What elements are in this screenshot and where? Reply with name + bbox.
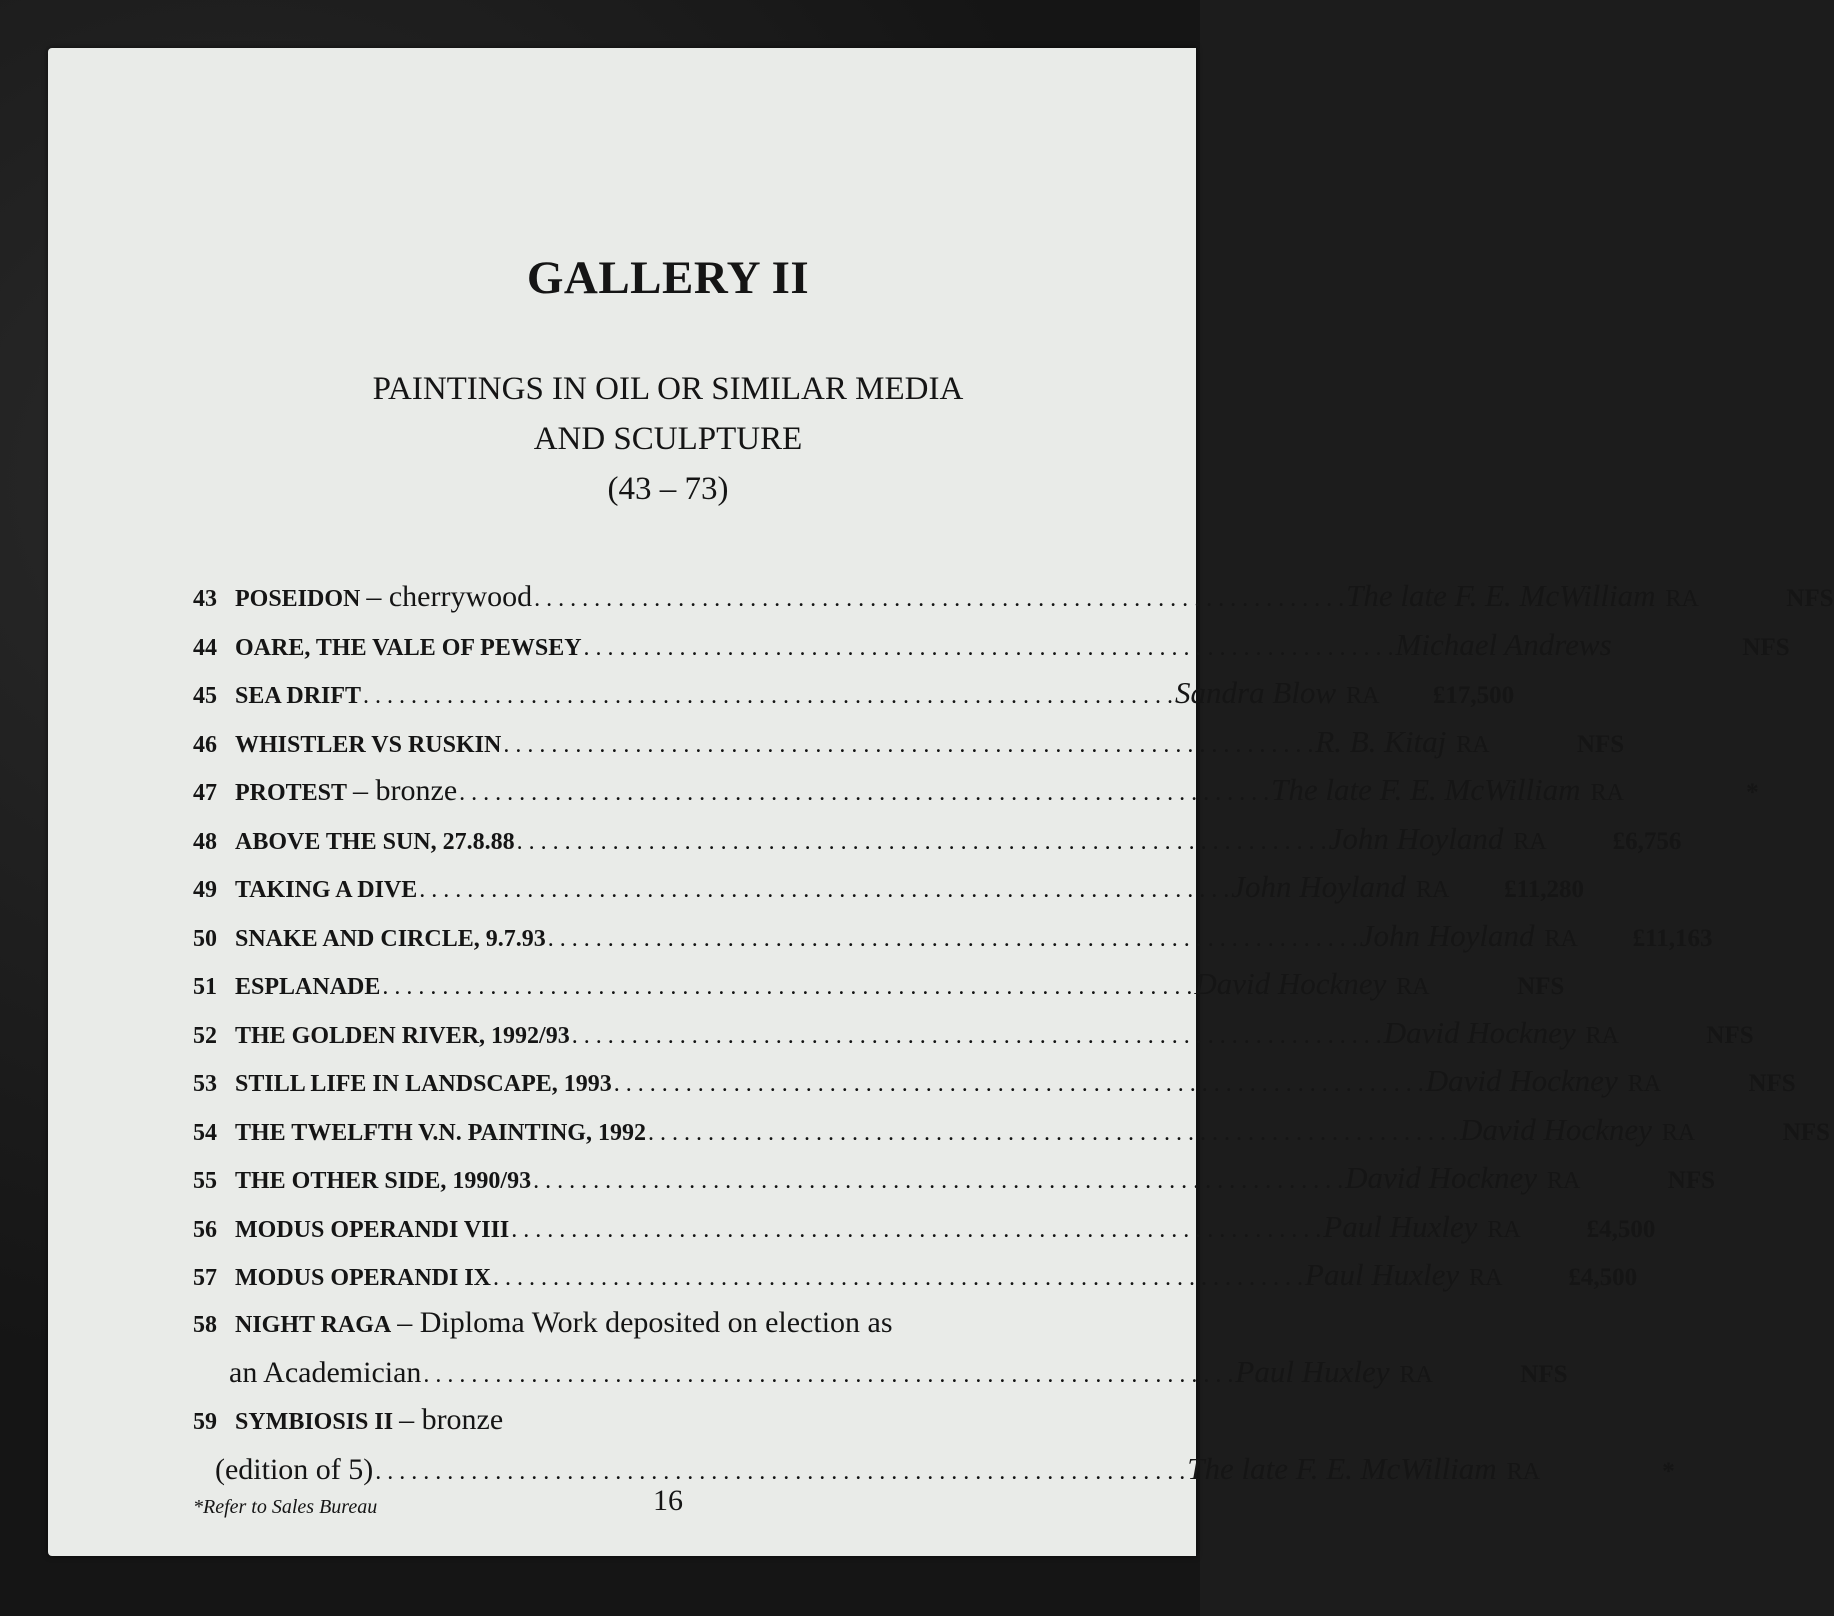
entry-artist: Sandra Blow [1175, 675, 1337, 710]
dot-leader [572, 1023, 1382, 1050]
dot-leader [533, 1168, 1343, 1195]
entry-artist: David Hockney [1194, 966, 1387, 1001]
entry-title: ABOVE THE SUN, 27.8.88 [235, 828, 515, 855]
entry-number: 50 [193, 925, 217, 952]
entry-number: 59 [193, 1408, 217, 1435]
page-number: 16 [653, 1484, 683, 1517]
catalogue-entry [193, 966, 1565, 1015]
entry-number: 58 [193, 1311, 217, 1338]
entry-price: NFS [1742, 633, 1790, 661]
catalogue-entry [193, 1257, 1638, 1306]
dot-leader [363, 683, 1173, 710]
entry-price: NFS [1706, 1021, 1754, 1049]
entry-ra: RA [1399, 1362, 1433, 1388]
catalogue-entry [193, 917, 1713, 967]
entry-artist: David Hockney [1425, 1063, 1618, 1098]
dot-leader [548, 926, 1358, 953]
entry-title: STILL LIFE IN LANDSCAPE, 1993 [235, 1071, 612, 1097]
entry-ra: RA [1544, 925, 1578, 952]
entry-title: THE GOLDEN RIVER, 1992/93 [235, 1022, 570, 1049]
subtitle-line-2: AND SCULPTURE [533, 421, 803, 457]
entry-number: 53 [193, 1071, 217, 1097]
catalogue-entry [193, 772, 1759, 821]
entry-artist: The late F. E. McWilliam [1187, 1451, 1497, 1486]
dot-leader [614, 1071, 1424, 1098]
dot-leader [375, 1459, 1185, 1486]
entry-price: £4,500 [1568, 1264, 1638, 1291]
catalogue-entry [193, 723, 1625, 773]
entry-medium: – bronze [399, 1402, 504, 1436]
entry-number: 46 [193, 731, 217, 758]
catalogue-entry [193, 1014, 1754, 1064]
entry-title: SNAKE AND CIRCLE, 9.7.93 [235, 925, 546, 952]
entry-artist: Paul Huxley [1235, 1354, 1390, 1389]
entry-continuation: an Academician [229, 1356, 422, 1389]
dot-leader [493, 1265, 1303, 1292]
section-subtitle [143, 364, 1193, 514]
entry-artist: The late F. E. McWilliam [1346, 578, 1656, 613]
entry-ra: RA [1665, 586, 1699, 612]
entry-medium: – bronze [353, 774, 458, 807]
entry-number: 44 [193, 634, 217, 661]
entry-title: TAKING A DIVE [235, 877, 418, 903]
entry-price: * [1662, 1458, 1675, 1485]
entry-title: ESPLANADE [235, 974, 381, 1000]
dot-leader [459, 780, 1269, 807]
entry-artist: John Hoyland [1359, 917, 1535, 953]
entry-price: £4,500 [1586, 1215, 1656, 1243]
entry-price: NFS [1748, 1070, 1796, 1097]
catalogue-entry [193, 1063, 1796, 1112]
entry-title: WHISTLER VS RUSKIN [235, 731, 502, 758]
entry-price: £17,500 [1432, 682, 1515, 709]
catalogue-entry [193, 1111, 1830, 1161]
catalogue-entry-continuation [193, 1354, 1568, 1403]
entry-ra: RA [1487, 1216, 1521, 1243]
entry-title: THE TWELFTH V.N. PAINTING, 1992 [235, 1119, 646, 1146]
entry-title: NIGHT RAGA [235, 1311, 392, 1338]
sales-bureau-note: *Refer to Sales Bureau [193, 1496, 378, 1518]
catalogue-entry [193, 1306, 1203, 1355]
entry-ra: RA [1346, 683, 1380, 709]
entry-ra: RA [1416, 877, 1450, 903]
entry-title: OARE, THE VALE OF PEWSEY [235, 634, 582, 661]
entry-number: 45 [193, 683, 217, 709]
entry-number: 43 [193, 586, 217, 612]
entry-artist: Paul Huxley [1323, 1208, 1478, 1244]
page-content [143, 48, 1834, 1556]
entry-ra: RA [1590, 780, 1624, 806]
entry-number: 55 [193, 1168, 217, 1194]
entry-artist: John Hoyland [1231, 869, 1407, 904]
entry-ra: RA [1547, 1168, 1581, 1194]
entry-ra: RA [1456, 731, 1490, 758]
entry-continuation: (edition of 5) [215, 1453, 374, 1486]
entry-price: NFS [1517, 973, 1565, 1000]
dot-leader [534, 586, 1344, 613]
dot-leader [511, 1217, 1321, 1244]
entry-number: 47 [193, 780, 217, 806]
catalogue-entry [193, 1208, 1656, 1258]
entry-medium: – Diploma Work deposited on election as [397, 1305, 893, 1339]
entry-title: MODUS OPERANDI VIII [235, 1216, 510, 1243]
entry-title: THE OTHER SIDE, 1990/93 [235, 1168, 532, 1194]
entry-price: NFS [1576, 730, 1625, 758]
catalogue-entry [193, 675, 1515, 724]
entry-artist: David Hockney [1345, 1160, 1537, 1195]
entry-price: £11,163 [1632, 924, 1713, 952]
entry-number: 48 [193, 828, 217, 855]
dot-leader [419, 877, 1229, 904]
entry-ra: RA [1627, 1071, 1662, 1097]
entry-price: NFS [1782, 1118, 1830, 1146]
entry-ra: RA [1585, 1022, 1619, 1049]
entry-price: £6,756 [1612, 827, 1682, 855]
entry-number: 51 [193, 974, 217, 1000]
entry-price: £11,280 [1504, 876, 1585, 903]
entry-artist: Michael Andrews [1395, 626, 1612, 662]
dot-leader [382, 974, 1192, 1001]
entry-number: 54 [193, 1119, 217, 1146]
entry-price: NFS [1786, 585, 1834, 612]
entry-number: 49 [193, 877, 217, 903]
entry-number: 57 [193, 1265, 217, 1291]
entry-artist: Paul Huxley [1305, 1257, 1460, 1292]
entry-price: NFS [1520, 1361, 1568, 1388]
entry-medium: – cherrywood [366, 580, 533, 613]
entry-title: MODUS OPERANDI IX [235, 1265, 492, 1291]
dot-leader [517, 829, 1327, 856]
entry-list [193, 578, 1834, 1500]
entry-artist: David Hockney [1383, 1014, 1576, 1050]
catalogue-page [48, 48, 1834, 1556]
catalogue-entry [193, 1403, 1203, 1452]
entry-price: NFS [1667, 1167, 1715, 1194]
entry-title: SYMBIOSIS II [235, 1408, 394, 1435]
entry-artist: David Hockney [1459, 1111, 1652, 1147]
dot-leader [584, 635, 1394, 662]
dot-leader [423, 1362, 1233, 1389]
entry-number: 52 [193, 1022, 217, 1049]
catalogue-entry [193, 820, 1682, 870]
gallery-title: GALLERY II [526, 252, 810, 304]
entry-ra: RA [1469, 1265, 1503, 1291]
subtitle-line-1: PAINTINGS IN OIL OR SIMILAR MEDIA [372, 371, 964, 407]
entry-ra: RA [1396, 974, 1430, 1000]
entry-title: PROTEST [235, 780, 348, 806]
entry-price: * [1746, 779, 1759, 806]
entry-title: POSEIDON [235, 586, 361, 612]
catalogue-range: (43 – 73) [607, 471, 729, 507]
catalogue-entry [193, 1160, 1715, 1209]
dot-leader [503, 732, 1313, 759]
dot-leader [648, 1120, 1458, 1147]
entry-title: SEA DRIFT [235, 683, 362, 709]
entry-ra: RA [1661, 1119, 1696, 1146]
catalogue-entry [193, 626, 1790, 676]
entry-artist: R. B. Kitaj [1315, 723, 1447, 759]
entry-number: 56 [193, 1216, 217, 1243]
entry-ra: RA [1506, 1459, 1541, 1485]
entry-ra: RA [1513, 828, 1547, 855]
catalogue-entry [193, 869, 1585, 918]
catalogue-entry [193, 578, 1834, 627]
entry-artist: The late F. E. McWilliam [1271, 772, 1581, 807]
entry-artist: John Hoyland [1328, 820, 1504, 856]
